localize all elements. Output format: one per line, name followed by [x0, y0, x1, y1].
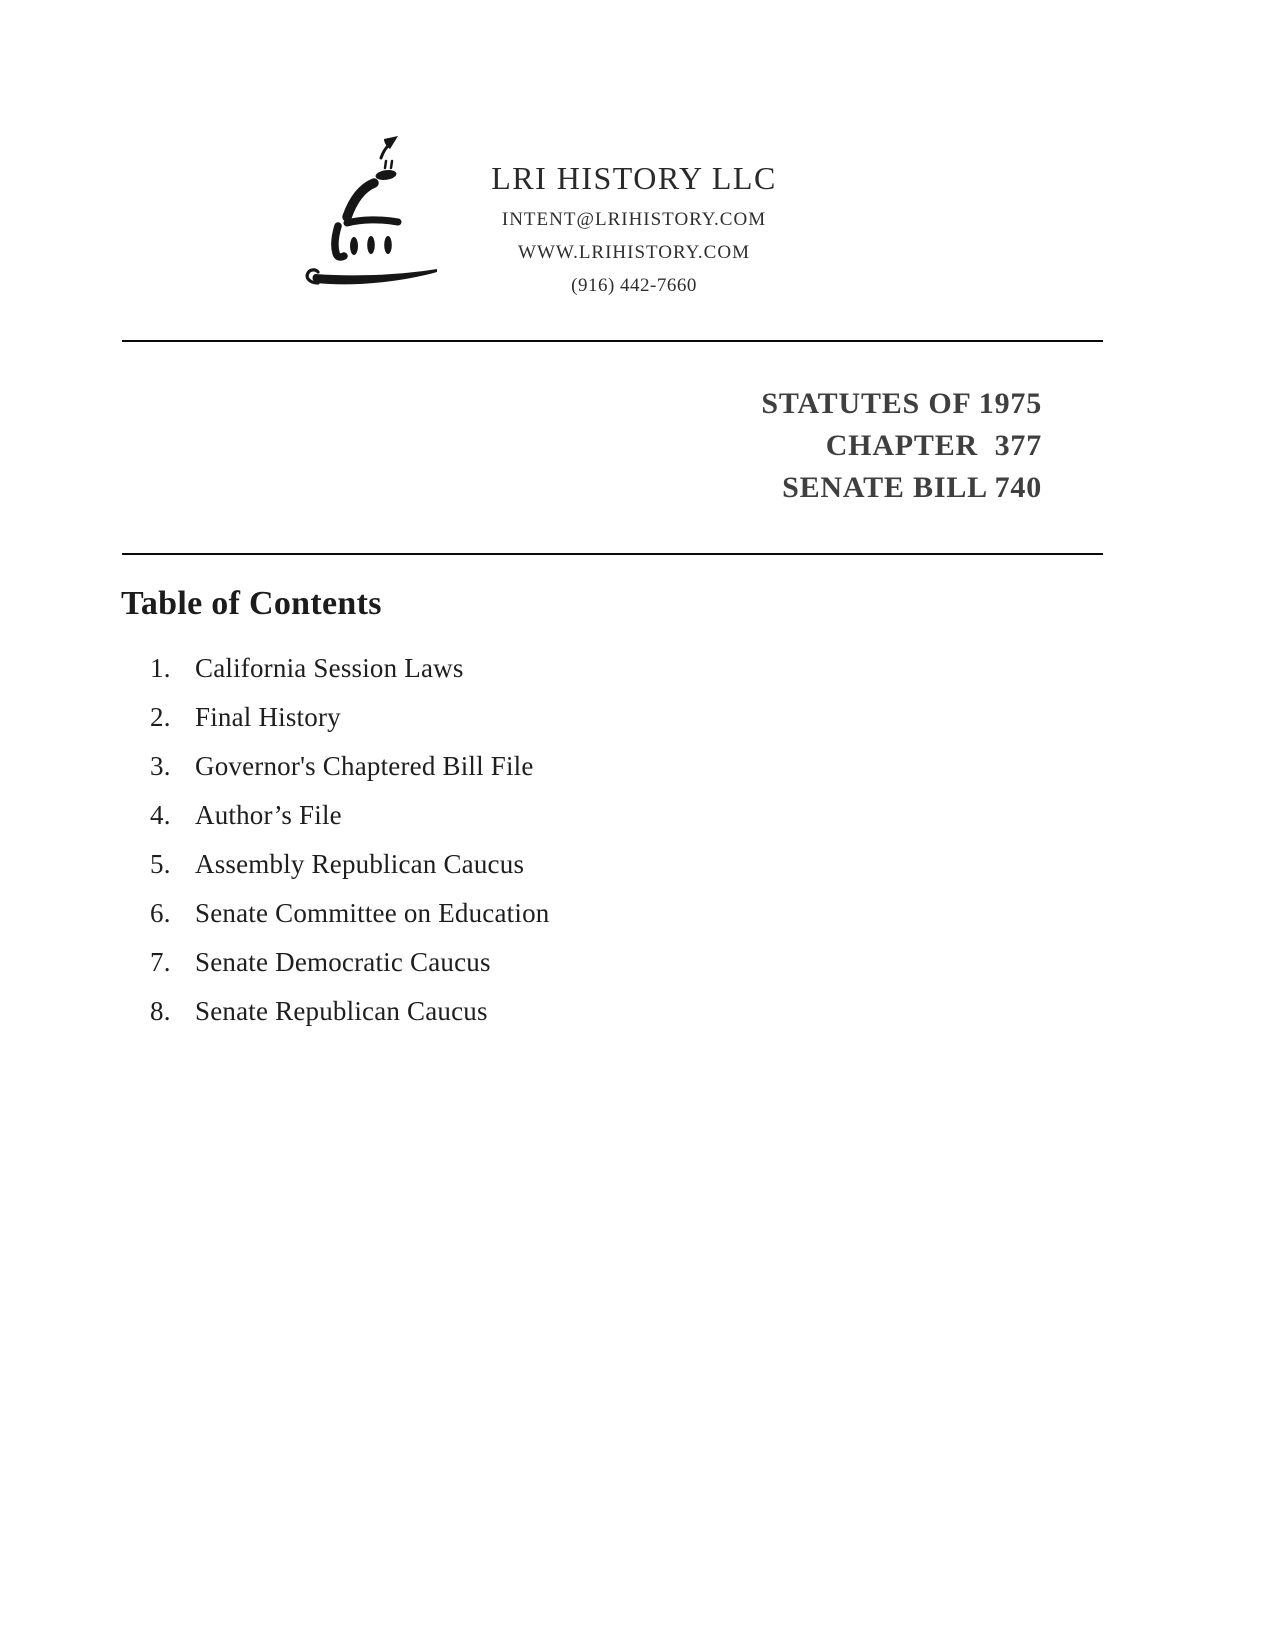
company-name: LRI HISTORY LLC	[491, 160, 777, 196]
company-phone: (916) 442-7660	[571, 275, 697, 296]
toc-item-label: California Session Laws	[195, 653, 464, 683]
toc-item	[150, 948, 549, 976]
toc-title: Table of Contents	[121, 585, 382, 622]
toc-item-number: 1.	[150, 653, 171, 683]
divider-bottom	[122, 553, 1103, 555]
letterhead	[448, 160, 820, 298]
toc-item-number: 8.	[150, 996, 171, 1026]
toc-item	[150, 850, 549, 878]
toc-item-number: 2.	[150, 702, 171, 732]
toc-item-label: Assembly Republican Caucus	[195, 849, 525, 879]
divider-top	[122, 340, 1103, 342]
toc-item-label: Governor's Chaptered Bill File	[195, 751, 534, 781]
capitol-dome-logo-icon	[290, 123, 450, 293]
toc-item-number: 3.	[150, 751, 171, 781]
toc-item-label: Senate Republican Caucus	[195, 996, 488, 1026]
senate-bill-line: SENATE BILL 740	[782, 471, 1042, 504]
toc-item-label: Author’s File	[195, 800, 342, 830]
chapter-line: CHAPTER 377	[825, 429, 1042, 462]
toc-item	[150, 801, 549, 829]
bill-reference-block	[761, 383, 1042, 509]
toc-item	[150, 703, 549, 731]
toc-item	[150, 899, 549, 927]
toc-item-number: 7.	[150, 947, 171, 977]
company-website: WWW.LRIHISTORY.COM	[518, 242, 750, 263]
toc-item-number: 6.	[150, 898, 171, 928]
toc-item-label: Final History	[195, 702, 341, 732]
toc-item-number: 4.	[150, 800, 171, 830]
statutes-year-line: STATUTES OF 1975	[761, 387, 1042, 420]
toc-item	[150, 654, 549, 682]
toc-item	[150, 752, 549, 780]
company-email: INTENT@LRIHISTORY.COM	[501, 209, 767, 230]
toc-item-label: Senate Committee on Education	[195, 898, 550, 928]
toc-item-number: 5.	[150, 849, 171, 879]
toc-list	[150, 654, 549, 1046]
toc-item-label: Senate Democratic Caucus	[195, 947, 491, 977]
toc-item	[150, 997, 549, 1025]
